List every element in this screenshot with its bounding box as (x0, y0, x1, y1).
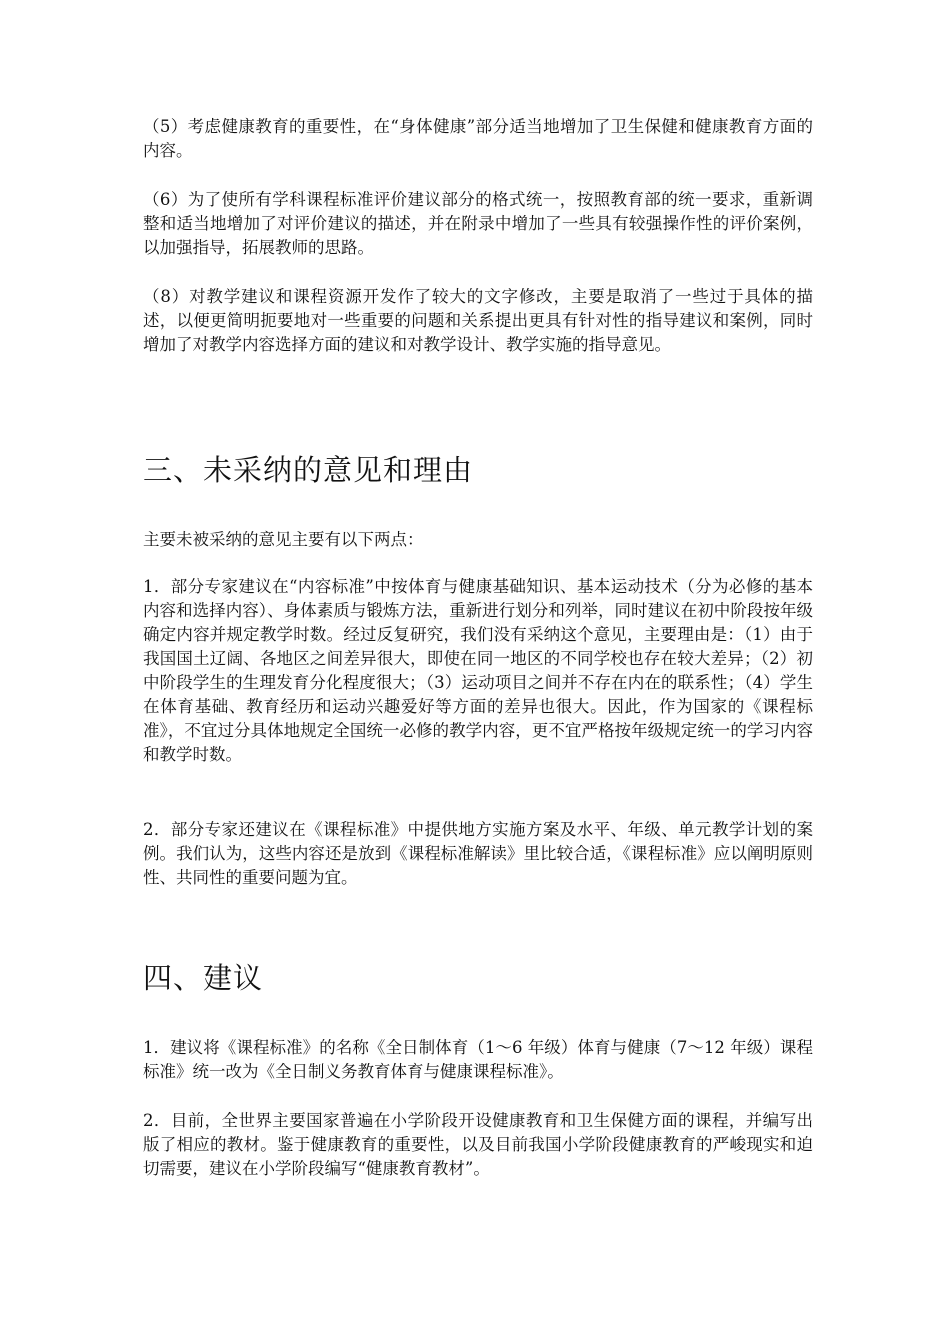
section-3-intro: 主要未被采纳的意见主要有以下两点： (143, 530, 424, 549)
paragraph-item-8: （8）对教学建议和课程资源开发作了较大的文字修改，主要是取消了一些过于具体的描述，以便更简明扼要地对一些重要的问题和关系提出更具有针对性的指导建议和案例，同时增加了对教学内容选择方面的建议和对教学设计、教学实施的指导意见。 (143, 287, 813, 354)
section-3-item-2: 2．部分专家还建议在《课程标准》中提供地方实施方案及水平、年级、单元教学计划的案例。我们认为，这些内容还是放到《课程标准解读》里比较合适，《课程标准》应以阐明原则性、共同性的重要问题为宜。 (143, 820, 813, 887)
paragraph-item-6: （6）为了使所有学科课程标准评价建议部分的格式统一，按照教育部的统一要求，重新调整和适当地增加了对评价建议的描述，并在附录中增加了一些具有较强操作性的评价案例，以加强指导，拓展教师的思路。 (143, 190, 813, 257)
section-4-item-2: 2．目前，全世界主要国家普遍在小学阶段开设健康教育和卫生保健方面的课程，并编写出版了相应的教材。鉴于健康教育的重要性，以及目前我国小学阶段健康教育的严峻现实和迫切需要，建议在小学阶段编写“健康教育教材”。 (143, 1111, 813, 1178)
section-4-item-1: 1．建议将《课程标准》的名称《全日制体育（1～6 年级）体育与健康（7～12 年级）课程标准》统一改为《全日制义务教育体育与健康课程标准》。 (143, 1038, 813, 1081)
section-heading-4: 四、建议 (143, 961, 264, 995)
section-3-item-1: 1．部分专家建议在“内容标准”中按体育与健康基础知识、基本运动技术（分为必修的基本内容和选择内容）、身体素质与锻炼方法，重新进行划分和列举，同时建议在初中阶段按年级确定内容并规定教学时数。经过反复研究，我们没有采纳这个意见，主要理由是：（1）由于我国国土辽阔、各地区之间差异很大，即使在同一地区的不同学校也存在较大差异；（2）初中阶段学生的生理发育分化程度很大；（3）运动项目之间并不存在内在的联系性；（4）学生在体育基础、教育经历和运动兴趣爱好等方面的差异也很大。因此，作为国家的《课程标准》，不宜过分具体地规定全国统一必修的教学内容，更不宜严格按年级规定统一的学习内容和教学时数。 (143, 577, 813, 764)
paragraph-item-5: （5）考虑健康教育的重要性，在“身体健康”部分适当地增加了卫生保健和健康教育方面的内容。 (143, 117, 813, 160)
section-heading-3: 三、未采纳的意见和理由 (143, 453, 474, 487)
